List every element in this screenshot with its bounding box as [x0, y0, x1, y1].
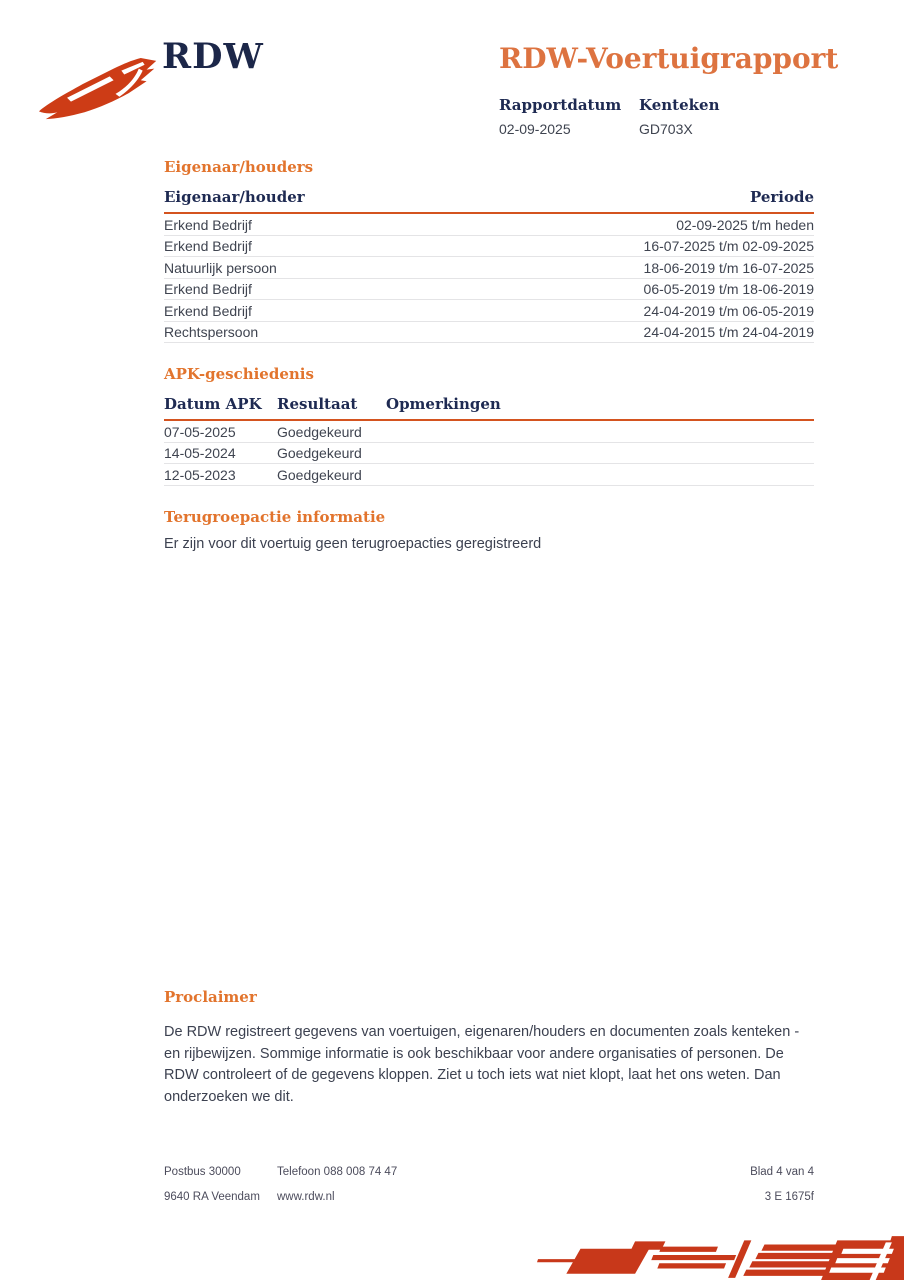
rapportdatum-label: Rapportdatum	[499, 96, 622, 114]
table-row	[164, 300, 814, 322]
rdw-stripes-graphic	[536, 1232, 904, 1280]
owner-cell: Rechtspersoon	[164, 324, 259, 341]
owner-cell: Erkend Bedrijf	[164, 302, 252, 319]
table-row	[164, 421, 814, 443]
period-cell: 06-05-2019 t/m 18-06-2019	[643, 281, 814, 298]
table-row	[164, 322, 814, 344]
recall-section	[164, 508, 814, 556]
owners-table	[164, 188, 814, 343]
apk-table-header	[164, 395, 814, 421]
apk-date-cell: 14-05-2024	[164, 445, 236, 462]
owners-section	[164, 158, 814, 343]
kenteken-value: GD703X	[639, 121, 693, 137]
recall-body: Er zijn voor dit voertuig geen terugroepacties geregistreerd	[164, 536, 542, 552]
owner-cell: Erkend Bedrijf	[164, 216, 252, 233]
owners-table-header	[164, 188, 814, 214]
footer-page-number: Blad 4 van 4	[750, 1166, 814, 1178]
table-row	[164, 443, 814, 465]
footer-address-line1: Postbus 30000	[164, 1166, 241, 1178]
page-title: RDW-Voertuigrapport	[499, 42, 839, 75]
period-cell: 18-06-2019 t/m 16-07-2025	[643, 259, 814, 276]
table-row	[164, 464, 814, 486]
apk-result-cell: Goedgekeurd	[277, 466, 362, 483]
proclaimer-body: De RDW registreert gegevens van voertuigen, eigenaren/houders en documenten zoals kenteken - en rijbewijzen. Sommige informatie is ook beschikbaar voor andere organisaties of personen. De RDW controleert of de gegevens kloppen. Ziet u toch iets wat niet klopt, laat het ons weten. Dan onderzoeken we dit.	[164, 1024, 800, 1105]
footer-phone: Telefoon 088 008 74 47	[277, 1166, 398, 1178]
owners-heading: Eigenaar/houders	[164, 158, 314, 176]
col-periode: Periode	[749, 188, 814, 206]
apk-table	[164, 395, 814, 486]
table-row	[164, 236, 814, 258]
col-datum-apk: Datum APK	[164, 395, 262, 413]
table-row	[164, 214, 814, 236]
rdw-flag-logo	[38, 57, 164, 123]
apk-result-cell: Goedgekeurd	[277, 423, 362, 440]
page-footer	[164, 1166, 814, 1216]
period-cell: 24-04-2015 t/m 24-04-2019	[643, 324, 814, 341]
apk-date-cell: 07-05-2025	[164, 423, 236, 440]
owner-cell: Erkend Bedrijf	[164, 238, 252, 255]
kenteken-label: Kenteken	[639, 96, 720, 114]
proclaimer-heading: Proclaimer	[164, 988, 257, 1006]
owner-cell: Natuurlijk persoon	[164, 259, 277, 276]
col-opmerkingen: Opmerkingen	[386, 395, 501, 413]
apk-section	[164, 365, 814, 486]
apk-date-cell: 12-05-2023	[164, 466, 236, 483]
footer-doc-code: 3 E 1675f	[764, 1191, 814, 1203]
recall-heading: Terugroepactie informatie	[164, 508, 386, 526]
footer-website: www.rdw.nl	[277, 1191, 335, 1203]
period-cell: 16-07-2025 t/m 02-09-2025	[643, 238, 814, 255]
owner-cell: Erkend Bedrijf	[164, 281, 252, 298]
rapportdatum-value: 02-09-2025	[499, 121, 571, 137]
table-row	[164, 257, 814, 279]
apk-result-cell: Goedgekeurd	[277, 445, 362, 462]
apk-heading: APK-geschiedenis	[164, 365, 314, 383]
period-cell: 24-04-2019 t/m 06-05-2019	[643, 302, 814, 319]
table-row	[164, 279, 814, 301]
footer-address-line2: 9640 RA Veendam	[164, 1191, 260, 1203]
col-resultaat: Resultaat	[277, 395, 358, 413]
col-eigenaar-houder: Eigenaar/houder	[164, 188, 305, 206]
proclaimer-section	[164, 988, 814, 1108]
period-cell: 02-09-2025 t/m heden	[676, 216, 814, 233]
rdw-logo-text: RDW	[162, 36, 264, 77]
